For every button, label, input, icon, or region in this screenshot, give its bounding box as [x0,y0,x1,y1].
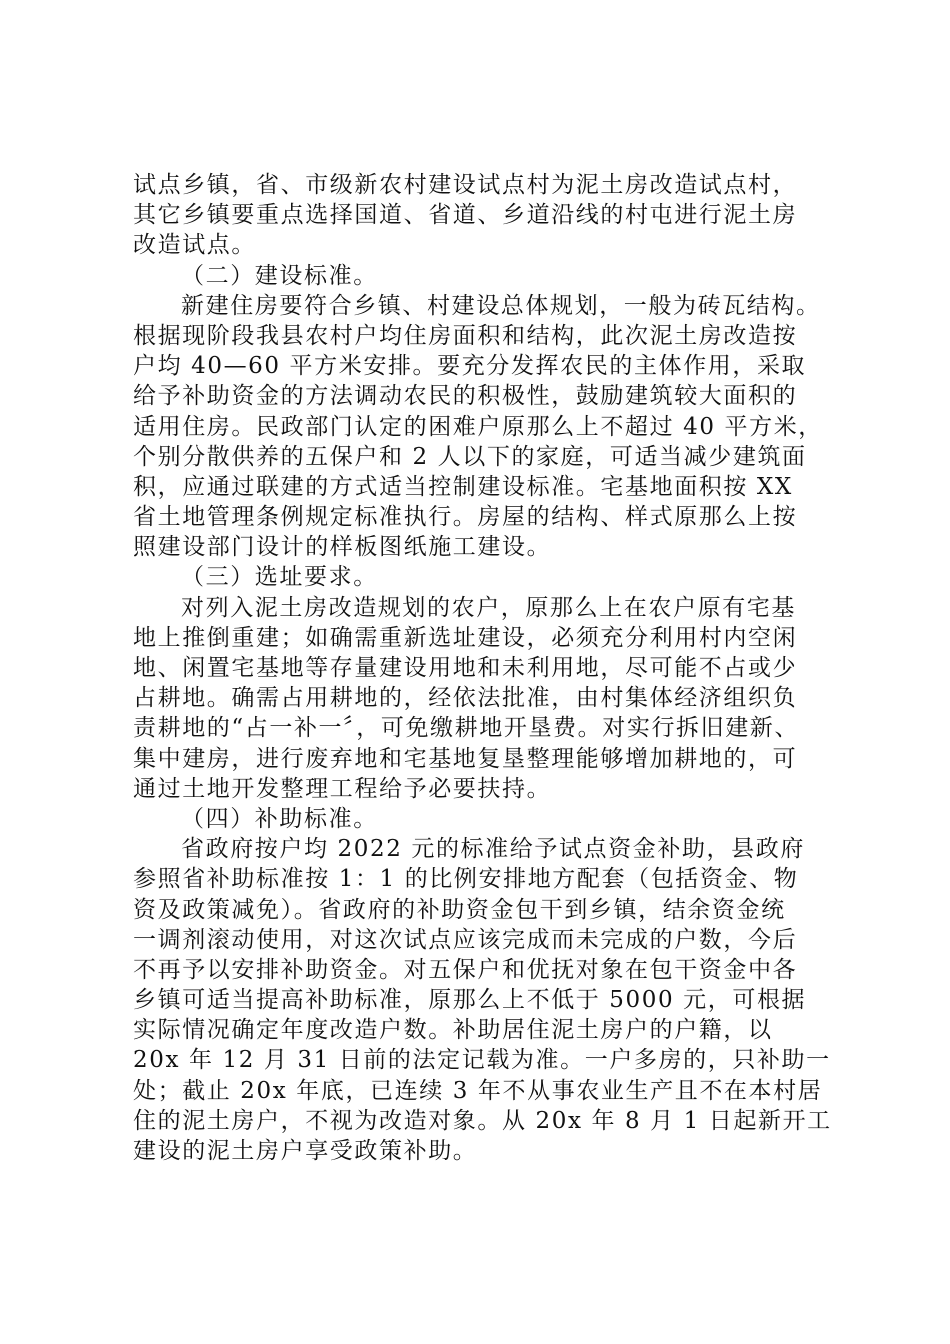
text-line: 改造试点。 [133,232,256,259]
text-line: 根据现阶段我县农村户均住房面积和结构，此次泥土房改造按 [133,322,798,349]
text-line: 占耕地。确需占用耕地的，经依法批准，由村集体经济组织负 [133,685,798,712]
text-line: 省政府按户均 2022 元的标准给予试点资金补助，县政府 [181,836,805,863]
text-line: 乡镇可适当提高补助标准，原那么上不低于 5000 元，可根据 [133,987,807,1014]
text-line: 建设的泥土房户享受政策补助。 [133,1138,478,1164]
section-heading: （四）补助标准。 [181,805,378,832]
section-heading: （三）选址要求。 [181,564,378,591]
text-line: 积，应通过联建的方式适当控制建设标准。宅基地面积按 XX [133,473,793,500]
text-line: 实际情况确定年度改造户数。补助居住泥土房户的户籍，以 [133,1017,773,1044]
text-line: 通过土地开发整理工程给予必要扶持。 [133,775,552,802]
text-line: 其它乡镇要重点选择国道、省道、乡道沿线的村屯进行泥土房 [133,202,798,229]
text-line: 20x 年 12 月 31 日前的法定记载为准。一户多房的，只补助一 [133,1047,831,1074]
text-line: 参照省补助标准按 1：1 的比例安排地方配套（包括资金、物 [133,866,799,893]
text-line: 对列入泥土房改造规划的农户，原那么上在农户原有宅基 [181,594,796,621]
text-line: 照建设部门设计的样板图纸施工建设。 [133,534,552,561]
text-line: 个别分散供养的五保户和 2 人以下的家庭，可适当减少建筑面 [133,443,807,470]
text-line: 住的泥土房户，不视为改造对象。从 20x 年 8 月 1 日起新开工 [133,1107,832,1134]
text-line: 地、闲置宅基地等存量建设用地和未利用地，尽可能不占或少 [133,655,798,681]
text-line: 试点乡镇，省、市级新农村建设试点村为泥土房改造试点村， [133,172,798,198]
text-line: 新建住房要符合乡镇、村建设总体规划，一般为砖瓦结构。 [181,292,821,319]
text-line: 户均 40—60 平方米安排。要充分发挥农民的主体作用，采取 [133,353,807,380]
text-line: 适用住房。民政部门认定的困难户原那么上不超过 40 平方米， [133,413,823,440]
text-line: 集中建房，进行废弃地和宅基地复垦整理能够增加耕地的，可 [133,745,798,772]
text-line: 责耕地的“占一补一〞，可免缴耕地开垦费。对实行拆旧建新、 [133,715,800,742]
text-line: 地上推倒重建；如确需重新选址建设，必须充分利用村内空闲 [133,624,798,651]
text-line: 省土地管理条例规定标准执行。房屋的结构、样式原那么上按 [133,504,798,531]
text-line: 给予补助资金的方法调动农民的积极性，鼓励建筑较大面积的 [133,383,798,410]
text-line: 处；截止 20x 年底，已连续 3 年不从事农业生产且不在本村居 [133,1077,823,1104]
text-line: 一调剂滚动使用，对这次试点应该完成而未完成的户数，今后 [133,926,798,953]
document-body [133,170,833,1166]
text-line: 不再予以安排补助资金。对五保户和优抚对象在包干资金中各 [133,956,798,983]
text-line: 资及政策减免）。省政府的补助资金包干到乡镇，结余资金统 [133,896,786,923]
section-heading: （二）建设标准。 [181,262,378,289]
